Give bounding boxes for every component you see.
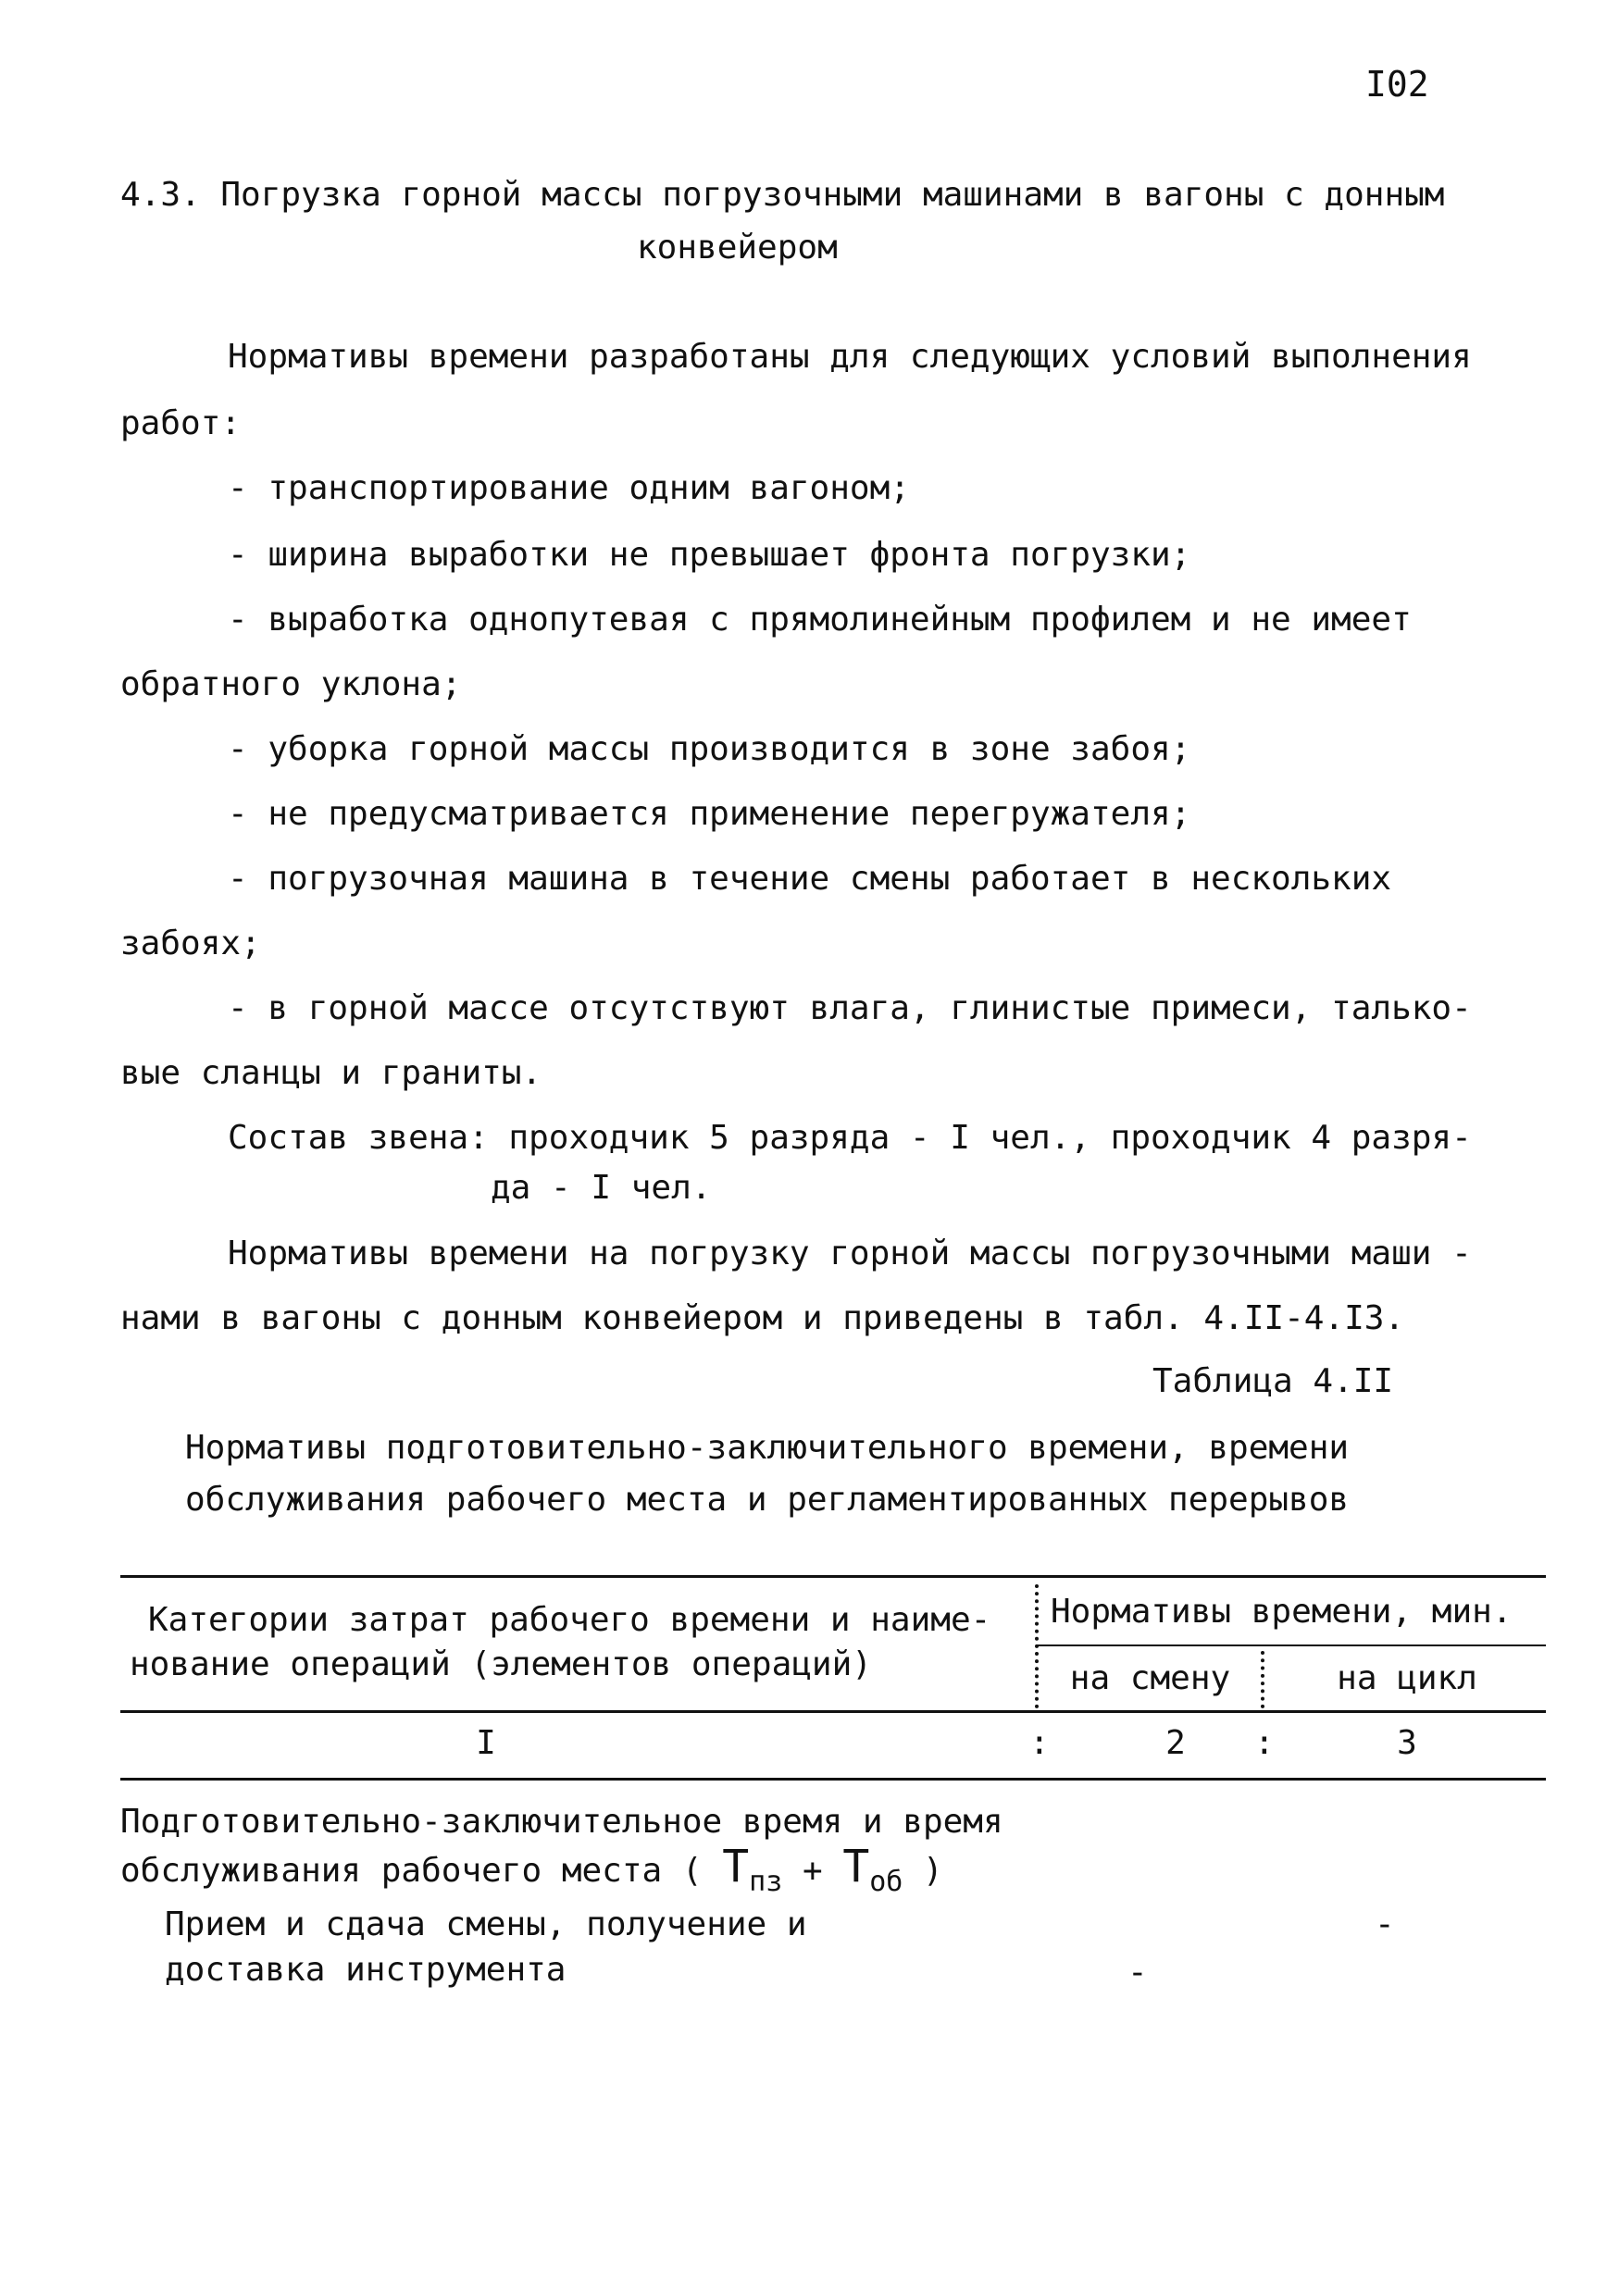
row-section-title-line2 xyxy=(120,1841,943,1898)
table-caption-line1: Нормативы подготовительно-заключительного времени, времени xyxy=(185,1429,1350,1467)
row1-label-line2: доставка инструмента xyxy=(165,1951,567,1989)
column-divider-2 xyxy=(1261,1651,1264,1708)
row-section-title-text: обслуживания рабочего места ( xyxy=(120,1852,703,1890)
crew-line2: да - I чел. xyxy=(491,1169,712,1207)
crew-line1: Состав звена: проходчик 5 разряда - I чел., проходчик 4 разря- xyxy=(228,1119,1472,1157)
column-divider-1 xyxy=(1035,1584,1039,1708)
row1-per-cycle: - xyxy=(1375,1905,1395,1943)
formula-close: ) xyxy=(923,1852,943,1890)
table-label: Таблица 4.II xyxy=(1152,1362,1394,1400)
condition-3-line1: - выработка однопутевая с прямолинейным профилем и не имеет xyxy=(228,601,1412,639)
formula-t2: Т xyxy=(842,1841,870,1893)
col-separator-colon-2: : xyxy=(1254,1724,1275,1762)
row1-label-line1: Прием и сдача смены, получение и xyxy=(165,1905,807,1943)
norms-line2: нами в вагоны с донным конвейером и приведены в табл. 4.II-4.I3. xyxy=(120,1299,1405,1337)
col-number-3: 3 xyxy=(1397,1724,1417,1762)
formula-sub1: пз xyxy=(749,1866,783,1898)
intro-line1: Нормативы времени разработаны для следующих условий выполнения xyxy=(228,338,1472,376)
section-title-line1: 4.3. Погрузка горной массы погрузочными машинами в вагоны с донным xyxy=(120,176,1445,214)
col-numbers-rule xyxy=(120,1778,1546,1781)
col2-header: на смену xyxy=(1069,1659,1231,1697)
formula-t1: Т xyxy=(722,1841,750,1893)
condition-2: - ширина выработки не превышает фронта погрузки; xyxy=(228,536,1191,574)
col3-header: на цикл xyxy=(1337,1659,1477,1697)
table-caption-line2: обслуживания рабочего места и регламентированных перерывов xyxy=(185,1481,1350,1519)
intro-line2: работ: xyxy=(120,404,242,442)
condition-1: - транспортирование одним вагоном; xyxy=(228,469,910,507)
condition-7-line2: вые сланцы и граниты. xyxy=(120,1054,542,1092)
row-section-title-line1: Подготовительно-заключительное время и время xyxy=(120,1803,1003,1841)
page-number: I02 xyxy=(1365,64,1429,105)
col1-header-line2: нование операций (элементов операций) xyxy=(130,1645,872,1683)
group-header: Нормативы времени, мин. xyxy=(1051,1593,1513,1631)
section-title-line2: конвейером xyxy=(637,229,838,267)
formula-sub2: об xyxy=(869,1866,903,1898)
condition-4: - уборка горной массы производится в зоне забоя; xyxy=(228,730,1191,768)
col1-header-line1: Категории затрат рабочего времени и наиме- xyxy=(148,1601,991,1639)
col-number-2: 2 xyxy=(1165,1724,1186,1762)
condition-3-line2: обратного уклона; xyxy=(120,665,462,703)
condition-6-line2: забоях; xyxy=(120,925,261,962)
group-header-rule xyxy=(1037,1644,1546,1646)
formula-plus: + xyxy=(802,1852,823,1890)
col-number-1: I xyxy=(476,1724,496,1762)
header-bottom-rule xyxy=(120,1710,1546,1713)
condition-6-line1: - погрузочная машина в течение смены работает в нескольких xyxy=(228,860,1392,898)
condition-5: - не предусматривается применение перегружателя; xyxy=(228,795,1191,833)
table-top-rule xyxy=(120,1575,1546,1578)
col-separator-colon-1: : xyxy=(1029,1724,1050,1762)
condition-7-line1: - в горной массе отсутствуют влага, глинистые примеси, талько- xyxy=(228,989,1472,1027)
norms-line1: Нормативы времени на погрузку горной массы погрузочными маши - xyxy=(228,1235,1472,1272)
row1-per-shift: - xyxy=(1127,1954,1148,1992)
